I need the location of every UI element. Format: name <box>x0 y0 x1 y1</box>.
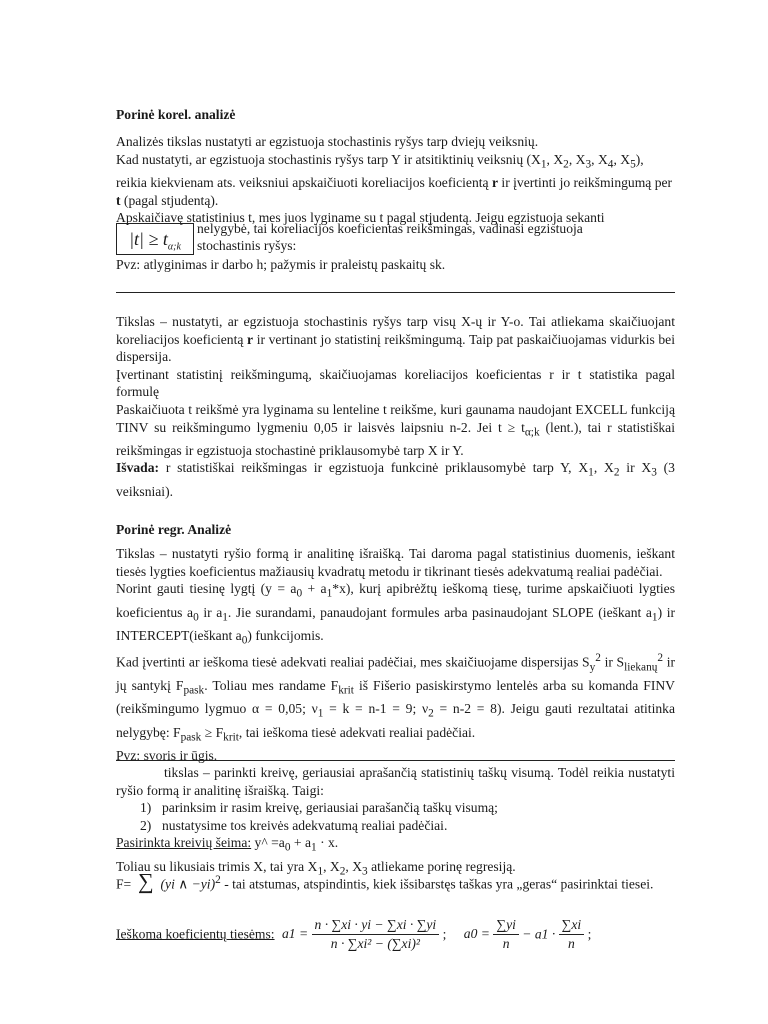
list-item: 1) parinksim ir rasim kreivę, geriausiai parašančią taškų visumą; <box>140 800 498 816</box>
example-text: Pvz: atlyginimas ir darbo h; pažymis ir praleistų paskaitų sk. <box>116 257 446 272</box>
a0-fraction-y: $\frac{\sum yi}{n}$ <box>493 916 519 952</box>
section-heading-correlation: Porinė korel. analizė <box>116 107 236 122</box>
correlation-summary: Tikslas – nustatyti, ar egzistuoja stochastinis ryšys tarp visų X-ų ir Y-o. Tai atliekama skaičiuojant koreliacijos koeficientą r ir vertinant jo statistinį reikšmingumą. Taip pat paskaičiuojamas vidurkis bei dispersija. Įvertinant statistinį reikšmingumą, skaičiuojamas koreliacijos koeficientas r ir t statistika pagal formulę Paskaičiuota t reikšmė yra lyginama su lenteline t reikšme, kuri gaunama naudojant EXCELL funkciją TINV su reikšmingumo lygmeniu 0,05 ir laisvės laipsniu n-2. Jei $t \ge t_{\alpha;k}$ (lent.), tai r statistiškai reikšmingas ir egzistuoja stochastinė priklausomybė tarp X ir Y. Išvada: r statistiškai reikšmingas ir egzistuoja funkcinė priklausomybė tarp Y, $X_1$, $X_2$ ir $X_3$ (3 veiksniai). <box>116 314 675 499</box>
a0-fraction-x: $\frac{\sum xi}{n}$ <box>559 916 585 952</box>
curve-fitting-text: tikslas – parinkti kreivę, geriausiai aprašančią statistinių taškų visumą. Todėl reikia nustatyti ryšio formą ir analitinę išraišką. Taigi: 1) parinksim ir rasim kreivę, geriausiai parašančią taškų visumą; 2) nustatysime tos kreivės adekvatumą realiai padėčiai. Pasirinkta kreivių šeima: y^ $=a_0 + a_1 \cdot x$. Toliau su likusiais trimis X, tai yra $X_1$, $X_2$, $X_3$ atliekame porinę regresiją. <box>116 765 675 878</box>
paragraph: Analizės tikslas nustatyti ar egzistuoja stochastinis ryšys tarp dviejų veiksnių. <box>116 134 539 149</box>
list-item: 2) nustatysime tos kreivės adekvatumą realiai padėčiai. <box>140 817 448 833</box>
divider <box>116 760 675 761</box>
f-definition: F= ∑ (yi ∧ −yi)$^2$ - tai atstumas, atspindintis, kiek išsibarstęs taškas yra „geras“ pasirinktai tiesei. <box>116 868 654 894</box>
paragraph: Apskaičiavę statistinius t, mes juos lyginame su t pagal stjudentą. Jeigu egzistuoja sekanti <box>116 210 605 226</box>
a1-fraction: $\frac{n \cdot \sum xi \cdot yi - \sum xi \cdot \sum yi}{\text{n · ∑xi² − (∑xi)²}}$ <box>312 916 440 952</box>
formula-side-text: nelygybė, tai koreliacijos koeficientas reikšmingas, vadinasi egzistuoja stochastinis ryšys: <box>197 221 583 253</box>
paragraph: Kad nustatyti, ar egzistuoja stochastinis ryšys tarp Y ir atsitiktinių veiksnių ($X_1$, $X_2$, $X_3$, $X_4$, $X_5$), reikia kiekvienam ats. veiksniui apskaičiuoti koreliacijos koeficientą r ir įvertinti jo reikšmingumą per t (pagal stjudentą). <box>116 151 673 208</box>
divider <box>116 292 675 293</box>
correlation-text <box>116 133 675 227</box>
steps-list <box>116 799 675 834</box>
regression-text: Tikslas – nustatyti ryšio formą ir analitinę išraišką. Tai daroma pagal statistinius duomenis, ieškant tiesės lygties koeficientus mažiausių kvadratų metodu ir tikrinant tiesės adekvatumą realiai padėčiai. Norint gauti tiesinę lygtį $(y = a_0 + a_1*x)$, kurį apibrėžtų ieškomą tiesę, turime apskaičiuoti lygties koeficientus $a_0$ ir $a_1$. Jie surandami, panaudojant formules arba pasinaudojant SLOPE (ieškant $a_1$) ir INTERCEPT(ieškant $a_0$) funkcijomis. Kad įvertinti ar ieškoma tiesė adekvati realiai padėčiai, mes skaičiuojame dispersijas $S_y^2$ ir $S_{liekanų}^2$ ir jų santykį $F_{pask}$. Toliau mes randame $F_{krit}$ iš Fišerio pasiskirstymo lentelės arba su komanda FINV (reikšmingumo lygmuo α = 0,05; $\nu_1 = k = n-1 = 9$; $\nu_2 = n-2 = 8$). Jeigu gauti rezultatai atitinka nelygybę: $F_{pask} \ge F_{krit}$, tai ieškoma tiesė adekvati realiai padėčiai. Pvz: svoris ir ūgis. <box>116 546 676 763</box>
coefficient-formulas: Ieškoma koeficientų tiesėms: a1 = $\frac{n \cdot \sum xi \cdot yi - \sum xi \cdot \sum yi}{\text{n · ∑xi² − (∑xi)²}}$ ; a0 = $\frac{\sum yi}{n}$ − a1 · $\frac{\sum xi}{n}$ ; <box>116 917 592 951</box>
section-heading-regression: Porinė regr. Analizė <box>116 522 232 537</box>
t-inequality-formula: $|t| \ge t_{\alpha;k}$ <box>116 223 194 255</box>
